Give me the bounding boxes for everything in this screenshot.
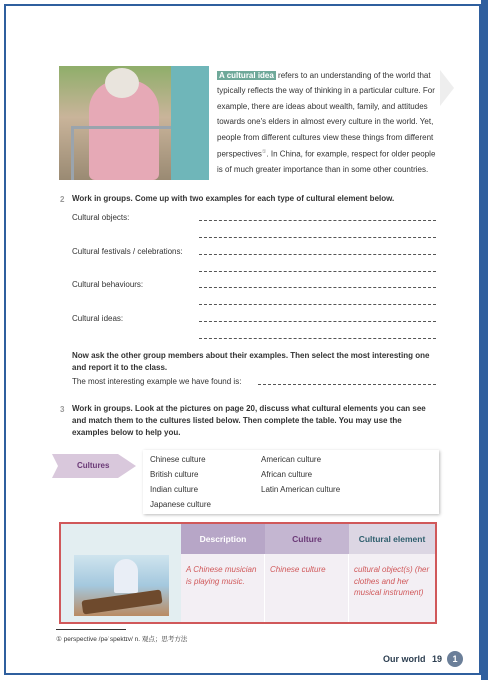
guqin-instrument <box>81 590 162 615</box>
unit-badge: 1 <box>447 651 463 667</box>
answer-line[interactable] <box>258 384 436 385</box>
culture-item: British culture <box>150 470 199 479</box>
row-label-ideas: Cultural ideas: <box>72 314 124 323</box>
header-cultural-element: Cultural element <box>349 524 435 554</box>
task-2-number: 2 <box>60 195 65 204</box>
task-2-prompt: The most interesting example we have found is: <box>72 377 242 386</box>
footnote-divider <box>56 629 126 630</box>
header-culture: Culture <box>265 524 349 554</box>
answer-line[interactable] <box>199 220 436 221</box>
cell-culture: Chinese culture <box>265 554 349 622</box>
header-description: Description <box>181 524 265 554</box>
callout-body-2: . In China, for example, respect for older people is of much greater importance than in some other countries. <box>217 149 436 175</box>
edge-tab <box>481 0 488 680</box>
culture-item: Latin American culture <box>261 485 341 494</box>
culture-item: Chinese culture <box>150 455 206 464</box>
culture-item: African culture <box>261 470 313 479</box>
callout-body: refers to an understanding of the world that typically reflects the way of thinking in a particular culture. For example, there are ideas about wealth, family, and attitudes towards one's elders in almost every culture in the world. Yet, people from different cultures view these things from different perspectives <box>217 71 435 159</box>
culture-item: Japanese culture <box>150 500 211 509</box>
guqin-musician-photo <box>74 555 169 616</box>
answer-line[interactable] <box>199 321 436 322</box>
row-label-objects: Cultural objects: <box>72 213 130 222</box>
musician-figure <box>114 559 138 593</box>
answer-line[interactable] <box>199 237 436 238</box>
culture-item: American culture <box>261 455 322 464</box>
row-label-festivals: Cultural festivals / celebrations: <box>72 247 183 256</box>
row-label-behaviours: Cultural behaviours: <box>72 280 144 289</box>
footnote-marker: ① <box>261 149 267 156</box>
elderly-woman-photo <box>59 66 209 180</box>
answer-line[interactable] <box>199 304 436 305</box>
footer-title: Our world <box>383 654 426 664</box>
task-2-instruction: Work in groups. Come up with two examples for each type of cultural element below. <box>72 194 395 203</box>
callout-highlight: A cultural idea <box>219 71 274 80</box>
callout-tail <box>440 70 454 106</box>
cultural-idea-callout <box>209 66 443 180</box>
footnote: ① perspective /pəˈspektɪv/ n. 观点；思考方法 <box>56 636 188 643</box>
cell-description: A Chinese musician is playing music. <box>181 554 265 622</box>
answer-line[interactable] <box>199 338 436 339</box>
woman-head <box>105 68 139 98</box>
callout-text <box>209 66 443 178</box>
answer-line[interactable] <box>199 271 436 272</box>
table-image-cell <box>61 524 181 622</box>
cell-cultural-element: cultural object(s) (her clothes and her musical instrument) <box>354 565 430 598</box>
task-3-instruction: Work in groups. Look at the pictures on page 20, discuss what cultural elements you can see and match them to the cultures listed below. Then complete the table. You may use the examples below to help you. <box>72 404 426 437</box>
cultures-label: Cultures <box>77 461 110 470</box>
answer-line[interactable] <box>199 287 436 288</box>
culture-item: Indian culture <box>150 485 199 494</box>
task-2-followup: Now ask the other group members about their examples. Then select the most interesting one and report it to the class. <box>72 351 430 372</box>
culture-table <box>59 522 437 624</box>
task-3-number: 3 <box>60 405 65 414</box>
helper-figure <box>171 66 209 180</box>
answer-line[interactable] <box>199 254 436 255</box>
page-number: 19 <box>432 654 443 664</box>
